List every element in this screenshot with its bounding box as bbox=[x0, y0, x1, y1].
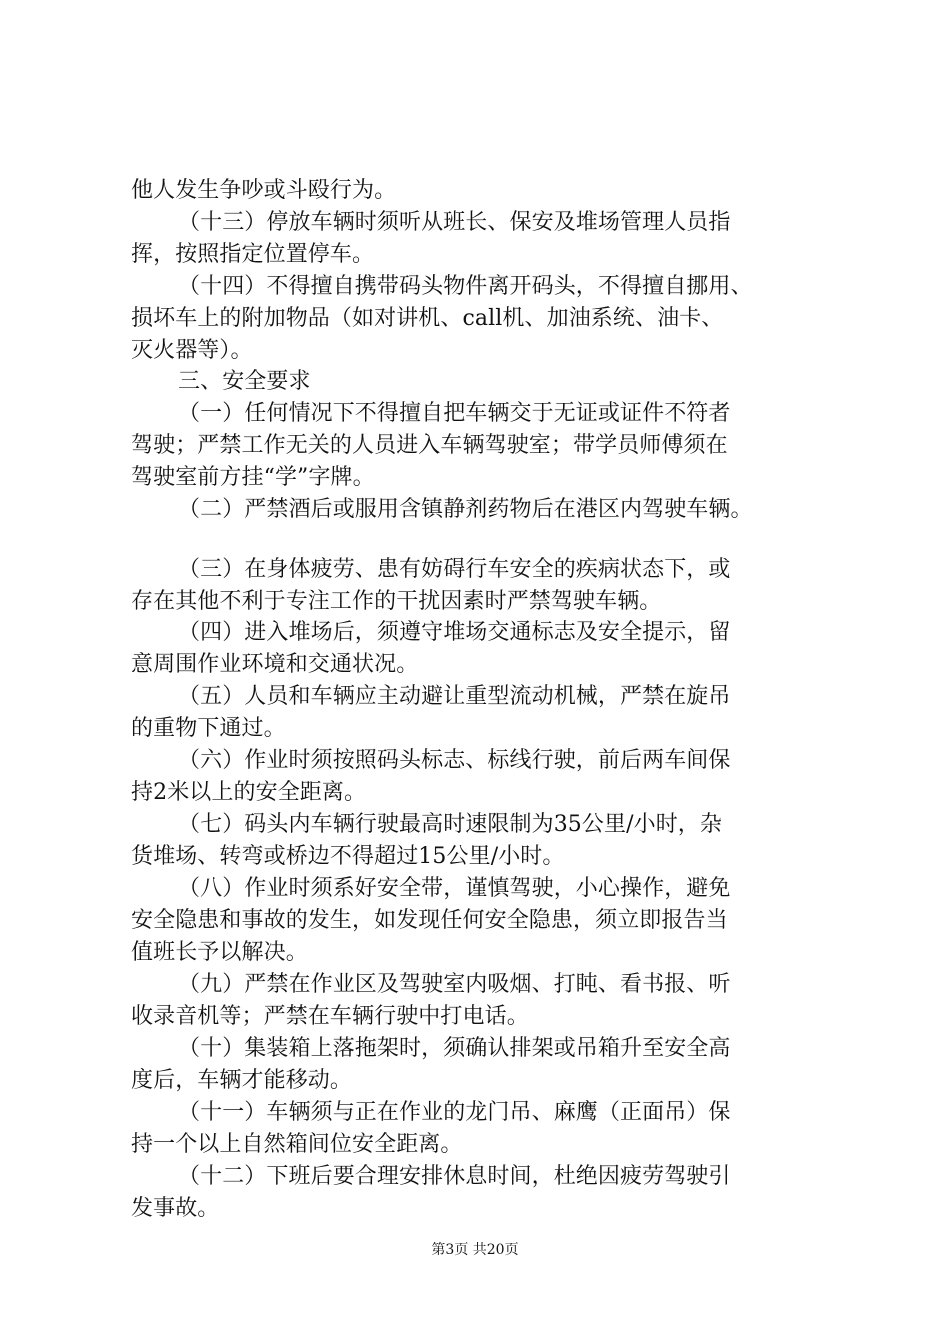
text-line: 灭火器等）。 bbox=[131, 338, 253, 363]
text-line: （一）任何情况下不得擅自把车辆交于无证或证件不符者 bbox=[178, 401, 731, 426]
text-line: （十三）停放车辆时须听从班长、保安及堆场管理人员指 bbox=[178, 210, 731, 235]
text-line: 度后，车辆才能移动。 bbox=[131, 1068, 353, 1093]
text-line: 损坏车上的附加物品（如对讲机、call机、加油系统、油卡、 bbox=[131, 306, 724, 331]
text-line: 驾驶；严禁工作无关的人员进入车辆驾驶室；带学员师傅须在 bbox=[131, 433, 728, 458]
text-line: （八）作业时须系好安全带，谨慎驾驶，小心操作，避免 bbox=[178, 876, 731, 901]
text-line: （四）进入堆场后，须遵守堆场交通标志及安全提示，留 bbox=[178, 620, 731, 645]
text-line: 意周围作业环境和交通状况。 bbox=[131, 652, 419, 677]
text-line: （三）在身体疲劳、患有妨碍行车安全的疾病状态下，或 bbox=[178, 557, 731, 582]
text-line: 持2米以上的安全距离。 bbox=[131, 780, 367, 805]
text-line: （十一）车辆须与正在作业的龙门吊、麻鹰（正面吊）保 bbox=[178, 1100, 731, 1125]
text-line: （九）严禁在作业区及驾驶室内吸烟、打盹、看书报、听 bbox=[178, 972, 731, 997]
text-line: （五）人员和车辆应主动避让重型流动机械，严禁在旋吊 bbox=[178, 684, 731, 709]
text-line: （七）码头内车辆行驶最高时速限制为35公里/小时，杂 bbox=[178, 812, 723, 837]
text-line: 货堆场、转弯或桥边不得超过15公里/小时。 bbox=[131, 844, 565, 869]
text-line: 安全隐患和事故的发生，如发现任何安全隐患，须立即报告当 bbox=[131, 908, 728, 933]
section-heading: 三、安全要求 bbox=[178, 369, 311, 394]
text-line: （十二）下班后要合理安排休息时间，杜绝因疲劳驾驶引 bbox=[178, 1164, 731, 1189]
text-line: 发事故。 bbox=[131, 1196, 220, 1221]
text-line: 存在其他不利于专注工作的干扰因素时严禁驾驶车辆。 bbox=[131, 589, 662, 614]
text-line: 他人发生争吵或斗殴行为。 bbox=[131, 178, 397, 203]
text-line: 驾驶室前方挂“学”字牌。 bbox=[131, 465, 375, 490]
text-line: 的重物下通过。 bbox=[131, 716, 286, 741]
text-line: （二）严禁酒后或服用含镇静剂药物后在港区内驾驶车辆。 bbox=[178, 497, 753, 522]
text-line: 收录音机等；严禁在车辆行驶中打电话。 bbox=[131, 1004, 529, 1029]
page-footer: 第3页 共20页 bbox=[431, 1242, 519, 1258]
text-line: 值班长予以解决。 bbox=[131, 940, 308, 965]
text-line: （十）集装箱上落拖架时，须确认排架或吊箱升至安全高 bbox=[178, 1036, 731, 1061]
text-line: 持一个以上自然箱间位安全距离。 bbox=[131, 1132, 463, 1157]
text-line: 挥，按照指定位置停车。 bbox=[131, 242, 375, 267]
text-line: （十四）不得擅自携带码头物件离开码头，不得擅自挪用、 bbox=[178, 274, 753, 299]
text-line: （六）作业时须按照码头标志、标线行驶，前后两车间保 bbox=[178, 748, 731, 773]
